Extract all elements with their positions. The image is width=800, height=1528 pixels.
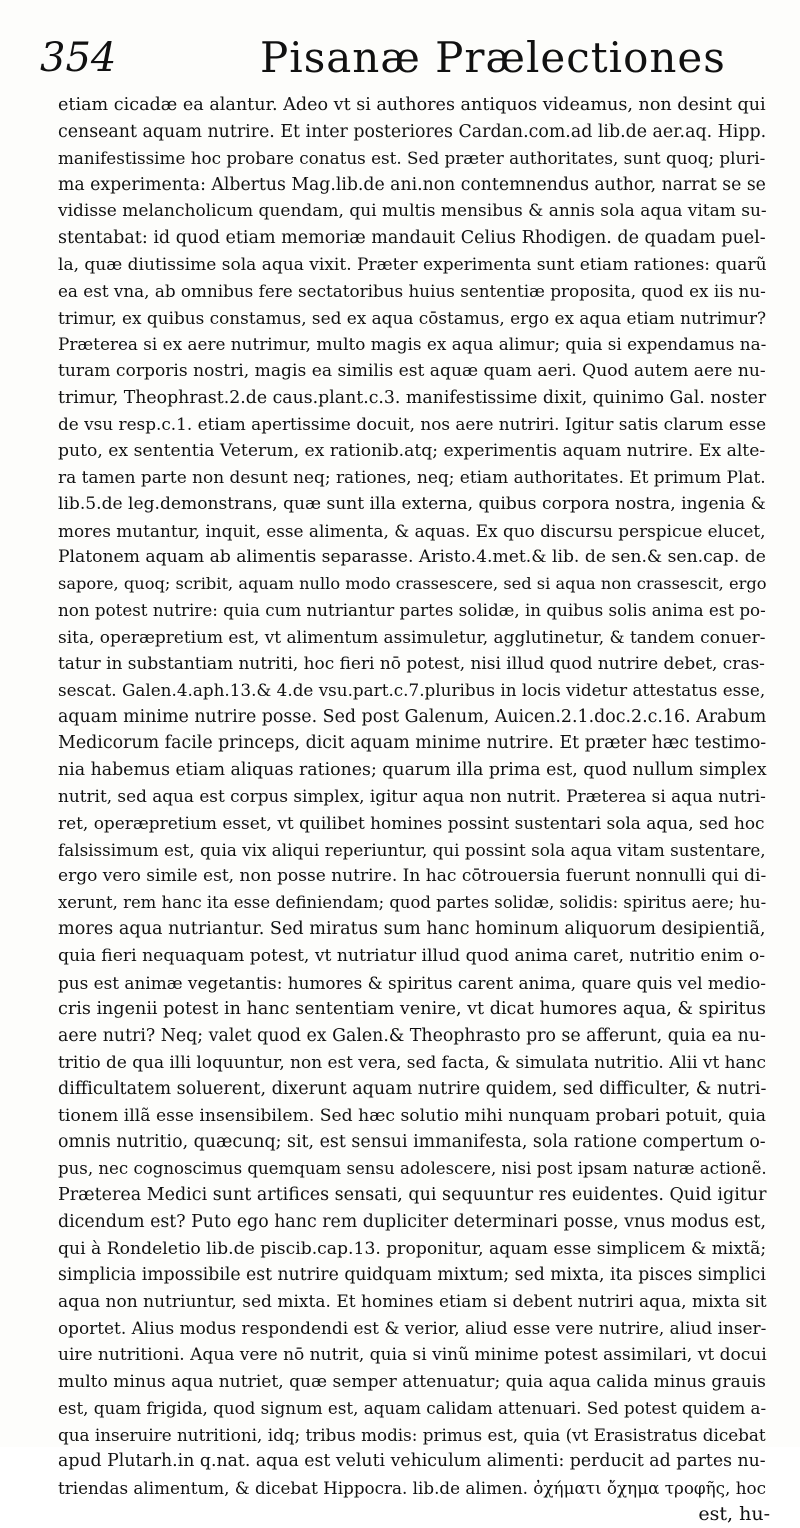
text-line: oportet. Alius modus respondendi est & verior, aliud esse vere nutrire, aliud inser- (58, 1318, 767, 1339)
text-line: sita, operæpretium est, vt alimentum assimuletur, agglutinetur, & tandem conuer- (58, 626, 766, 647)
text-line: omnis nutritio, quæcunq; sit, est sensui immanifesta, sola ratione compertum o- (58, 1132, 766, 1153)
text-line: ret, operæpretium esset, vt quilibet homines possint sustentari sola aqua, sed hoc (58, 813, 765, 834)
text-line: Præterea si ex aere nutrimur, multo magis ex aqua alimur; quia si expendamus na- (58, 334, 767, 355)
text-line: pus est animæ vegetantis: humores & spiritus carent anima, quare quis vel medio- (58, 972, 766, 993)
text-line: dicendum est? Puto ego hanc rem dupliciter determinari posse, vnus modus est, (58, 1211, 767, 1232)
text-line: Platonem aquam ab alimentis separasse. Aristo.4.met.& lib. de sen.& sen.cap. de (58, 547, 766, 568)
text-line: sapore, quoq; scribit, aquam nullo modo crassescere, sed si aqua non crassescit, ergo (58, 573, 767, 593)
text-line: turam corporis nostri, magis ea similis est aquæ quam aeri. Quod autem aere nu- (58, 360, 766, 381)
page-header (40, 28, 780, 88)
page-number: 354 (40, 35, 117, 81)
text-line: falsissimum est, quia vix aliqui reperiuntur, qui possint sola aqua vitam sustentare, (58, 839, 766, 860)
text-line: Medicorum facile princeps, dicit aquam minime nutrire. Et præter hæc testimo- (58, 733, 767, 754)
body-text (58, 92, 770, 1528)
text-line: etiam cicadæ ea alantur. Adeo vt si authores antiquos videamus, non desint qui (58, 95, 766, 115)
text-line: manifestissime hoc probare conatus est. Sed præter authoritates, sunt quoq; pluri- (58, 148, 766, 169)
text-line: qua inseruire nutritioni, idq; tribus modis: primus est, quia (vt Erasistratus dicebat (58, 1424, 766, 1445)
text-line: aere nutri? Neq; valet quod ex Galen.& Theophrasto pro se afferunt, quia ea nu- (58, 1025, 766, 1046)
text-line: nutrit, sed aqua est corpus simplex, igitur aqua non nutrit. Præterea si aqua nutri- (58, 786, 766, 807)
text-line: uire nutritioni. Aqua vere nō nutrit, quia si vinũ minime potest assimilari, vt docui (58, 1344, 767, 1365)
text-line: Præterea Medici sunt artifices sensati, qui sequuntur res euidentes. Quid igitur (58, 1185, 767, 1206)
text-line: ergo vero simile est, non posse nutrire. In hac cōtrouersia fuerunt nonnulli qui di- (58, 866, 767, 887)
text-line: tritio de qua illi loquuntur, non est vera, sed facta, & simulata nutritio. Alii vt hanc (58, 1052, 766, 1073)
text-line: tatur in substantiam nutriti, hoc fieri nō potest, nisi illud quod nutrire debet, cras- (58, 653, 765, 674)
text-line: qui à Rondeletio lib.de piscib.cap.13. proponitur, aquam esse simplicem & mixtã; (58, 1238, 767, 1259)
text-line: apud Plutarh.in q.nat. aqua est veluti vehiculum alimenti: perducit ad partes nu- (58, 1451, 766, 1472)
text-line: ra tamen parte non desunt neq; rationes, neq; etiam authoritates. Et primum Plat. (58, 467, 766, 488)
text-line: aquam minime nutrire posse. Sed post Galenum, Auicen.2.1.doc.2.c.16. Arabum (58, 706, 767, 727)
text-line: sescat. Galen.4.aph.13.& 4.de vsu.part.c.7.pluribus in locis videtur attestatus esse, (58, 680, 766, 701)
text-line: difficultatem soluerent, dixerunt aquam nutrire quidem, sed difficulter, & nutri- (58, 1078, 767, 1099)
text-line: ea est vna, ab omnibus fere sectatoribus huius sententiæ proposita, quod ex iis nu- (58, 281, 766, 302)
text-line: multo minus aqua nutriet, quæ semper attenuatur; quia aqua calida minus grauis (58, 1371, 766, 1392)
text-line: lib.5.de leg.demonstrans, quæ sunt illa externa, quibus corpora nostra, ingenia & (58, 493, 766, 514)
text-line: quia fieri nequaquam potest, vt nutriatur illud quod anima caret, nutritio enim o- (58, 946, 766, 966)
text-line: mores mutantur, inquit, esse alimenta, & aquas. Ex quo discursu perspicue elucet, (58, 520, 766, 541)
text-line: trimur, Theophrast.2.de caus.plant.c.3. manifestissime dixit, quinimo Gal. noster (58, 387, 767, 408)
text-line: simplicia impossibile est nutrire quidquam mixtum; sed mixta, ita pisces simplici (58, 1265, 766, 1286)
text-line: la, quæ diutissime sola aqua vixit. Præter experimenta sunt etiam rationes: quarũ (58, 254, 767, 275)
text-line: trimur, ex quibus constamus, sed ex aqua cōstamus, ergo ex aqua etiam nutrimur? (58, 307, 767, 328)
text-line: est, quam frigida, quod signum est, aquam calidam attenuari. Sed potest quidem a- (58, 1398, 767, 1419)
text-line: triendas alimentum, & dicebat Hippocra. lib.de alimen. ὀχήματι ὄχημα τροφῆς, hoc (58, 1477, 766, 1498)
text-line: vidisse melancholicum quendam, qui multis mensibus & annis sola aqua vitam su- (58, 201, 767, 222)
text-line: aqua non nutriuntur, sed mixta. Et homines etiam si debent nutriri aqua, mixta sit (58, 1291, 767, 1312)
text-line: ma experimenta: Albertus Mag.lib.de ani.non contemnendus author, narrat se se (58, 174, 766, 195)
text-line: mores aqua nutriantur. Sed miratus sum hanc hominum aliquorum desipientiã, (58, 919, 766, 940)
text-line: censeant aquam nutrire. Et inter posteriores Cardan.com.ad lib.de aer.aq. Hipp. (58, 121, 767, 142)
text-line: non potest nutrire: quia cum nutriantur partes solidæ, in quibus solis anima est po- (58, 600, 766, 621)
text-line: xerunt, rem hanc ita esse definiendam; quod partes solidæ, solidis: spiritus aere; hu- (58, 892, 767, 912)
text-line: cris ingenii potest in hanc sententiam venire, vt dicat humores aqua, & spiritus (58, 999, 766, 1020)
catchword-line: est, hu- (698, 1503, 770, 1526)
running-head: Pisanæ Prælectiones (260, 33, 726, 82)
text-line: de vsu resp.c.1. etiam apertissime docuit, nos aere nutriri. Igitur satis clarum esse (58, 414, 767, 435)
text-line: pus, nec cognoscimus quemquam sensu adolescere, nisi post ipsam naturæ actionẽ. (58, 1158, 767, 1178)
text-line: puto, ex sententia Veterum, ex rationib.atq; experimentis aquam nutrire. Ex alte- (58, 440, 766, 461)
text-line: stentabat: id quod etiam memoriæ mandauit Celius Rhodigen. de quadam puel- (58, 227, 766, 248)
text-line: tionem illã esse insensibilem. Sed hæc solutio mihi nunquam probari potuit, quia (58, 1105, 766, 1126)
text-line: nia habemus etiam aliquas rationes; quarum illa prima est, quod nullum simplex (58, 759, 767, 780)
